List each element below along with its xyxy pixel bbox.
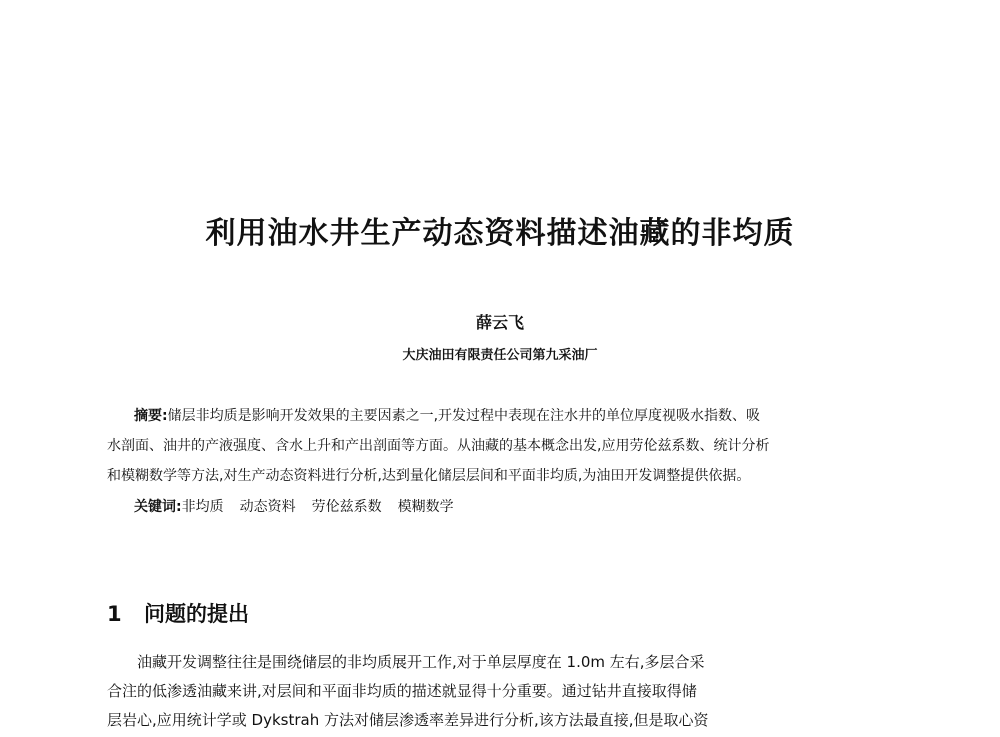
body-line: 层岩心,应用统计学或 Dykstrah 方法对储层渗透率差异进行分析,该方法最直接,但是取心资 (107, 711, 709, 729)
section-heading (107, 602, 249, 627)
keyword: 劳伦兹系数 (311, 499, 382, 515)
keyword: 模糊数学 (397, 499, 454, 515)
body-line: 合注的低渗透油藏来讲,对层间和平面非均质的描述就显得十分重要。通过钻井直接取得储 (107, 682, 697, 700)
keyword: 动态资料 (239, 499, 296, 515)
abstract-line: 水剖面、油井的产液强度、含水上升和产出剖面等方面。从油藏的基本概念出发,应用劳伦兹系数、统计分析 (107, 438, 770, 454)
abstract-line: 和模糊数学等方法,对生产动态资料进行分析,达到量化储层层间和平面非均质,为油田开发调整提供依据。 (107, 468, 751, 484)
keywords-label: 关键词: (134, 499, 182, 515)
section-title: 问题的提出 (144, 602, 249, 627)
abstract-text: 储层非均质是影响开发效果的主要因素之一,开发过程中表现在注水井的单位厚度视吸水指数、吸 (167, 408, 761, 424)
author-affiliation: 大庆油田有限责任公司第九采油厂 (402, 348, 598, 363)
keywords (134, 492, 894, 522)
author-name: 薛云飞 (475, 313, 524, 332)
abstract (107, 401, 909, 491)
abstract-line (107, 401, 909, 431)
keyword: 非均质 (181, 499, 224, 515)
abstract-label: 摘要: (134, 408, 168, 424)
body-line: 油藏开发调整往往是围绕储层的非均质展开工作,对于单层厚度在 1.0m 左右,多层合采 (137, 653, 705, 671)
body-text (107, 648, 909, 735)
section-number: 1 (107, 602, 122, 627)
paper-title: 利用油水井生产动态资料描述油藏的非均质 (205, 216, 795, 252)
